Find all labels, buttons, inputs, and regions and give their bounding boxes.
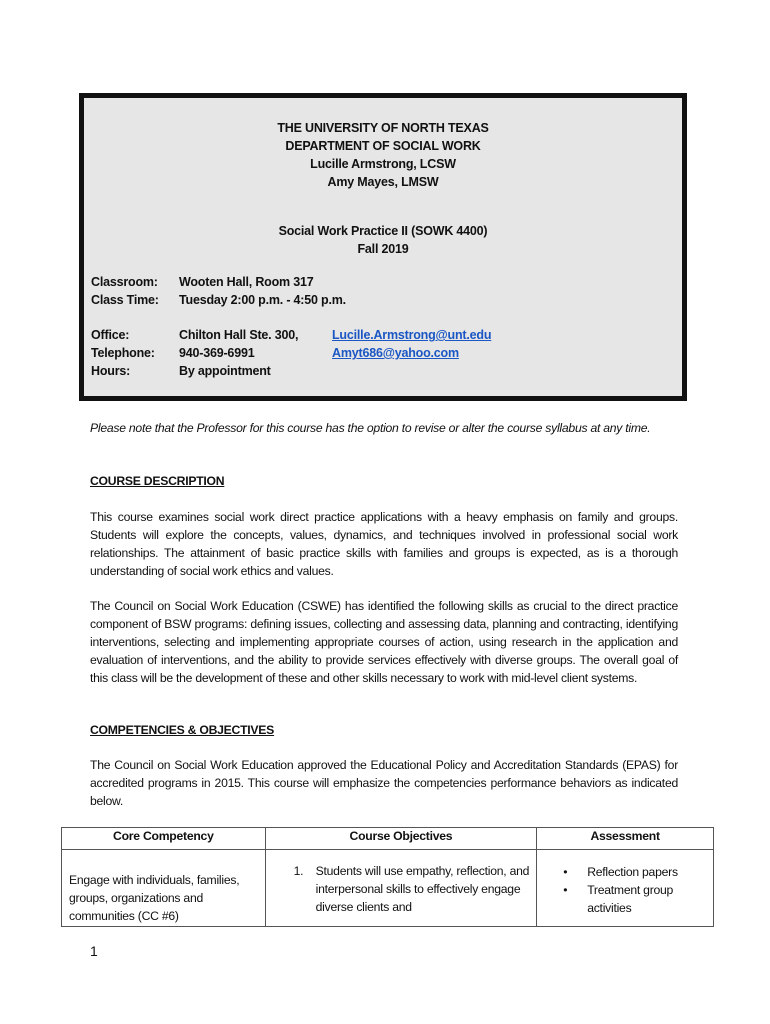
email-link-amy[interactable]: Amyt686@yahoo.com [332, 346, 459, 360]
competencies-paragraph: The Council on Social Work Education approved the Educational Policy and Accreditation Standards (EPAS) for accredited programs in 2015. This course will emphasize the competencies performance behaviors as indicated below. [90, 758, 678, 808]
university-name: THE UNIVERSITY OF NORTH TEXAS [277, 121, 489, 135]
office-value: Chilton Hall Ste. 300, [179, 328, 299, 342]
assessment-item: • Treatment group activities [563, 881, 707, 917]
assessment-list [537, 850, 713, 917]
header-core-competency: Core Competency [62, 828, 266, 850]
page-number: 1 [90, 943, 98, 959]
classroom-value: Wooten Hall, Room 317 [179, 275, 314, 289]
hours-value: By appointment [179, 364, 271, 378]
course-description-heading: COURSE DESCRIPTION [90, 474, 225, 488]
hours-row [91, 362, 271, 380]
class-time-value: Tuesday 2:00 p.m. - 4:50 p.m. [179, 293, 346, 307]
syllabus-header-box [79, 93, 687, 401]
instructor-2: Amy Mayes, LMSW [327, 175, 439, 189]
assessment-cell [537, 850, 714, 927]
objective-text: Students will use empathy, reflection, and interpersonal skills to effectively engage diverse clients and [315, 864, 530, 914]
office-label: Office: [91, 328, 130, 342]
instructor-1: Lucille Armstrong, LCSW [310, 157, 456, 171]
competencies-heading: COMPETENCIES & OBJECTIVES [90, 723, 275, 737]
class-time-label: Class Time: [91, 293, 159, 307]
telephone-row [91, 344, 459, 362]
classroom-label: Classroom: [91, 275, 158, 289]
competency-table [61, 827, 714, 927]
telephone-value: 940-369-6991 [179, 346, 255, 360]
department-name: DEPARTMENT OF SOCIAL WORK [285, 139, 481, 153]
hours-label: Hours: [91, 364, 131, 378]
header-assessment: Assessment [537, 828, 714, 850]
course-description-paragraph-1: This course examines social work direct practice applications with a heavy emphasis on family and groups. Students will explore the concepts, values, dynamics, and techniques involved in professional social work relationships. The attainment of basic practice skills with families and groups is expected, as is a thorough understanding of social work ethics and values. [90, 510, 678, 578]
course-term: Fall 2019 [357, 242, 409, 256]
objective-number: 1. [293, 864, 304, 878]
objective-cell [265, 850, 537, 927]
table-row [62, 850, 714, 927]
course-title: Social Work Practice II (SOWK 4400) [278, 224, 488, 238]
office-row [91, 326, 491, 344]
course-description-paragraph-2: The Council on Social Work Education (CSWE) has identified the following skills as crucial to the direct practice component of BSW programs: defining issues, collecting and assessing data, planning and contracting, identifying interventions, selecting and implementing appropriate courses of action, using research in the application and evaluation of interventions, and the ability to provide services effectively with diverse groups. The overall goal of this class will be the development of these and other skills necessary to work with mid-level client systems. [90, 599, 678, 685]
competency-cell [62, 850, 266, 927]
competency-text: Engage with individuals, families, groups, organizations and communities (CC #6) [69, 873, 240, 923]
email-link-lucille[interactable]: Lucille.Armstrong@unt.edu [332, 328, 492, 342]
syllabus-revision-note: Please note that the Professor for this course has the option to revise or alter the course syllabus at any time. [90, 421, 651, 435]
table-header-row [62, 828, 714, 850]
assessment-item: • Reflection papers [563, 863, 707, 881]
header-course-objectives: Course Objectives [265, 828, 537, 850]
class-time-row [91, 291, 346, 309]
objective-item [266, 850, 537, 916]
classroom-row [91, 273, 313, 291]
telephone-label: Telephone: [91, 346, 155, 360]
